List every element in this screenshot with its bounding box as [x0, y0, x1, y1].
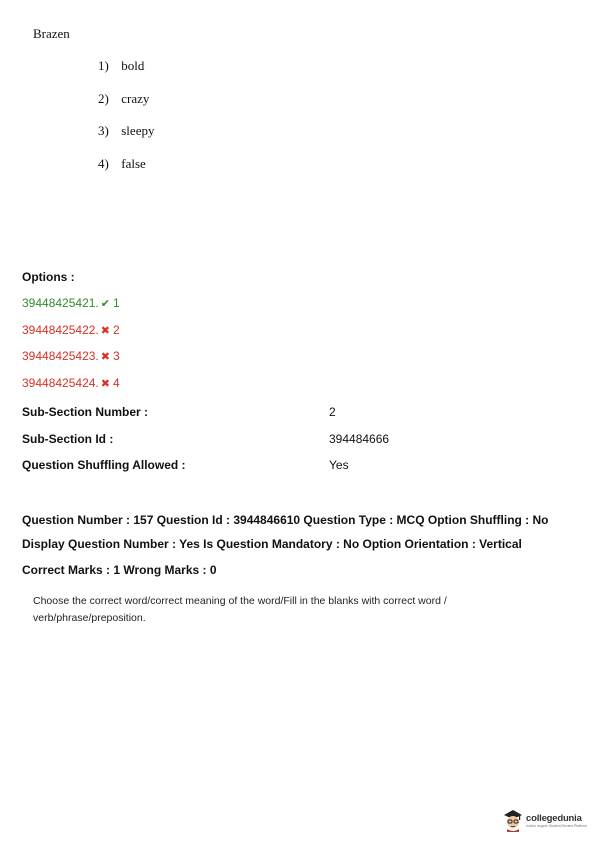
check-icon: ✔ [100, 298, 110, 310]
option-value: 4 [112, 376, 120, 390]
option-id: 39448425423. [22, 349, 99, 363]
choice-text: sleepy [121, 123, 155, 138]
option-row-4 [22, 376, 120, 390]
subsection-number-label: Sub-Section Number : [22, 405, 149, 419]
option-id: 39448425422. [22, 323, 99, 337]
logo-tagline: India's largest Student Review Platform [526, 823, 587, 828]
question-shuffling-label: Question Shuffling Allowed : [22, 458, 186, 472]
logo-brand-text: collegedunia [526, 812, 582, 824]
choice-number: 1) [98, 58, 109, 73]
question-instruction: Choose the correct word/correct meaning of the word/Fill in the blanks with correct word / verb/phrase/preposition. [33, 595, 447, 624]
question-meta-line-1: Question Number : 157 Question Id : 3944846610 Question Type : MCQ Option Shuffling : No [22, 513, 549, 527]
choice-number: 2) [98, 91, 109, 106]
option-row-1 [22, 296, 120, 310]
choice-3 [98, 123, 154, 139]
choice-1 [98, 58, 144, 74]
question-shuffling-value: Yes [329, 458, 349, 472]
choice-text: crazy [121, 91, 150, 106]
option-id: 39448425424. [22, 376, 99, 390]
subsection-id-label: Sub-Section Id : [22, 432, 114, 446]
option-value: 3 [112, 349, 120, 363]
option-id: 39448425421. [22, 296, 99, 310]
collegedunia-logo [502, 808, 587, 832]
options-heading: Options : [22, 270, 75, 284]
option-row-2 [22, 323, 120, 337]
question-word: Brazen [33, 26, 70, 41]
cross-icon: ✖ [100, 325, 110, 337]
subsection-number-value: 2 [329, 405, 336, 419]
cross-icon: ✖ [100, 378, 110, 390]
option-row-3 [22, 349, 120, 363]
student-mascot-icon [502, 808, 524, 832]
choice-text: false [121, 156, 146, 171]
question-meta-line-3: Correct Marks : 1 Wrong Marks : 0 [22, 563, 217, 577]
choice-text: bold [121, 58, 145, 73]
option-value: 2 [112, 323, 120, 337]
cross-icon: ✖ [100, 351, 110, 363]
option-value: 1 [112, 296, 120, 310]
choice-4 [98, 156, 146, 172]
choice-number: 3) [98, 123, 109, 138]
subsection-id-value: 394484666 [329, 432, 390, 446]
question-meta-line-2: Display Question Number : Yes Is Question Mandatory : No Option Orientation : Vertical [22, 537, 522, 551]
choice-number: 4) [98, 156, 109, 171]
choice-2 [98, 91, 149, 107]
